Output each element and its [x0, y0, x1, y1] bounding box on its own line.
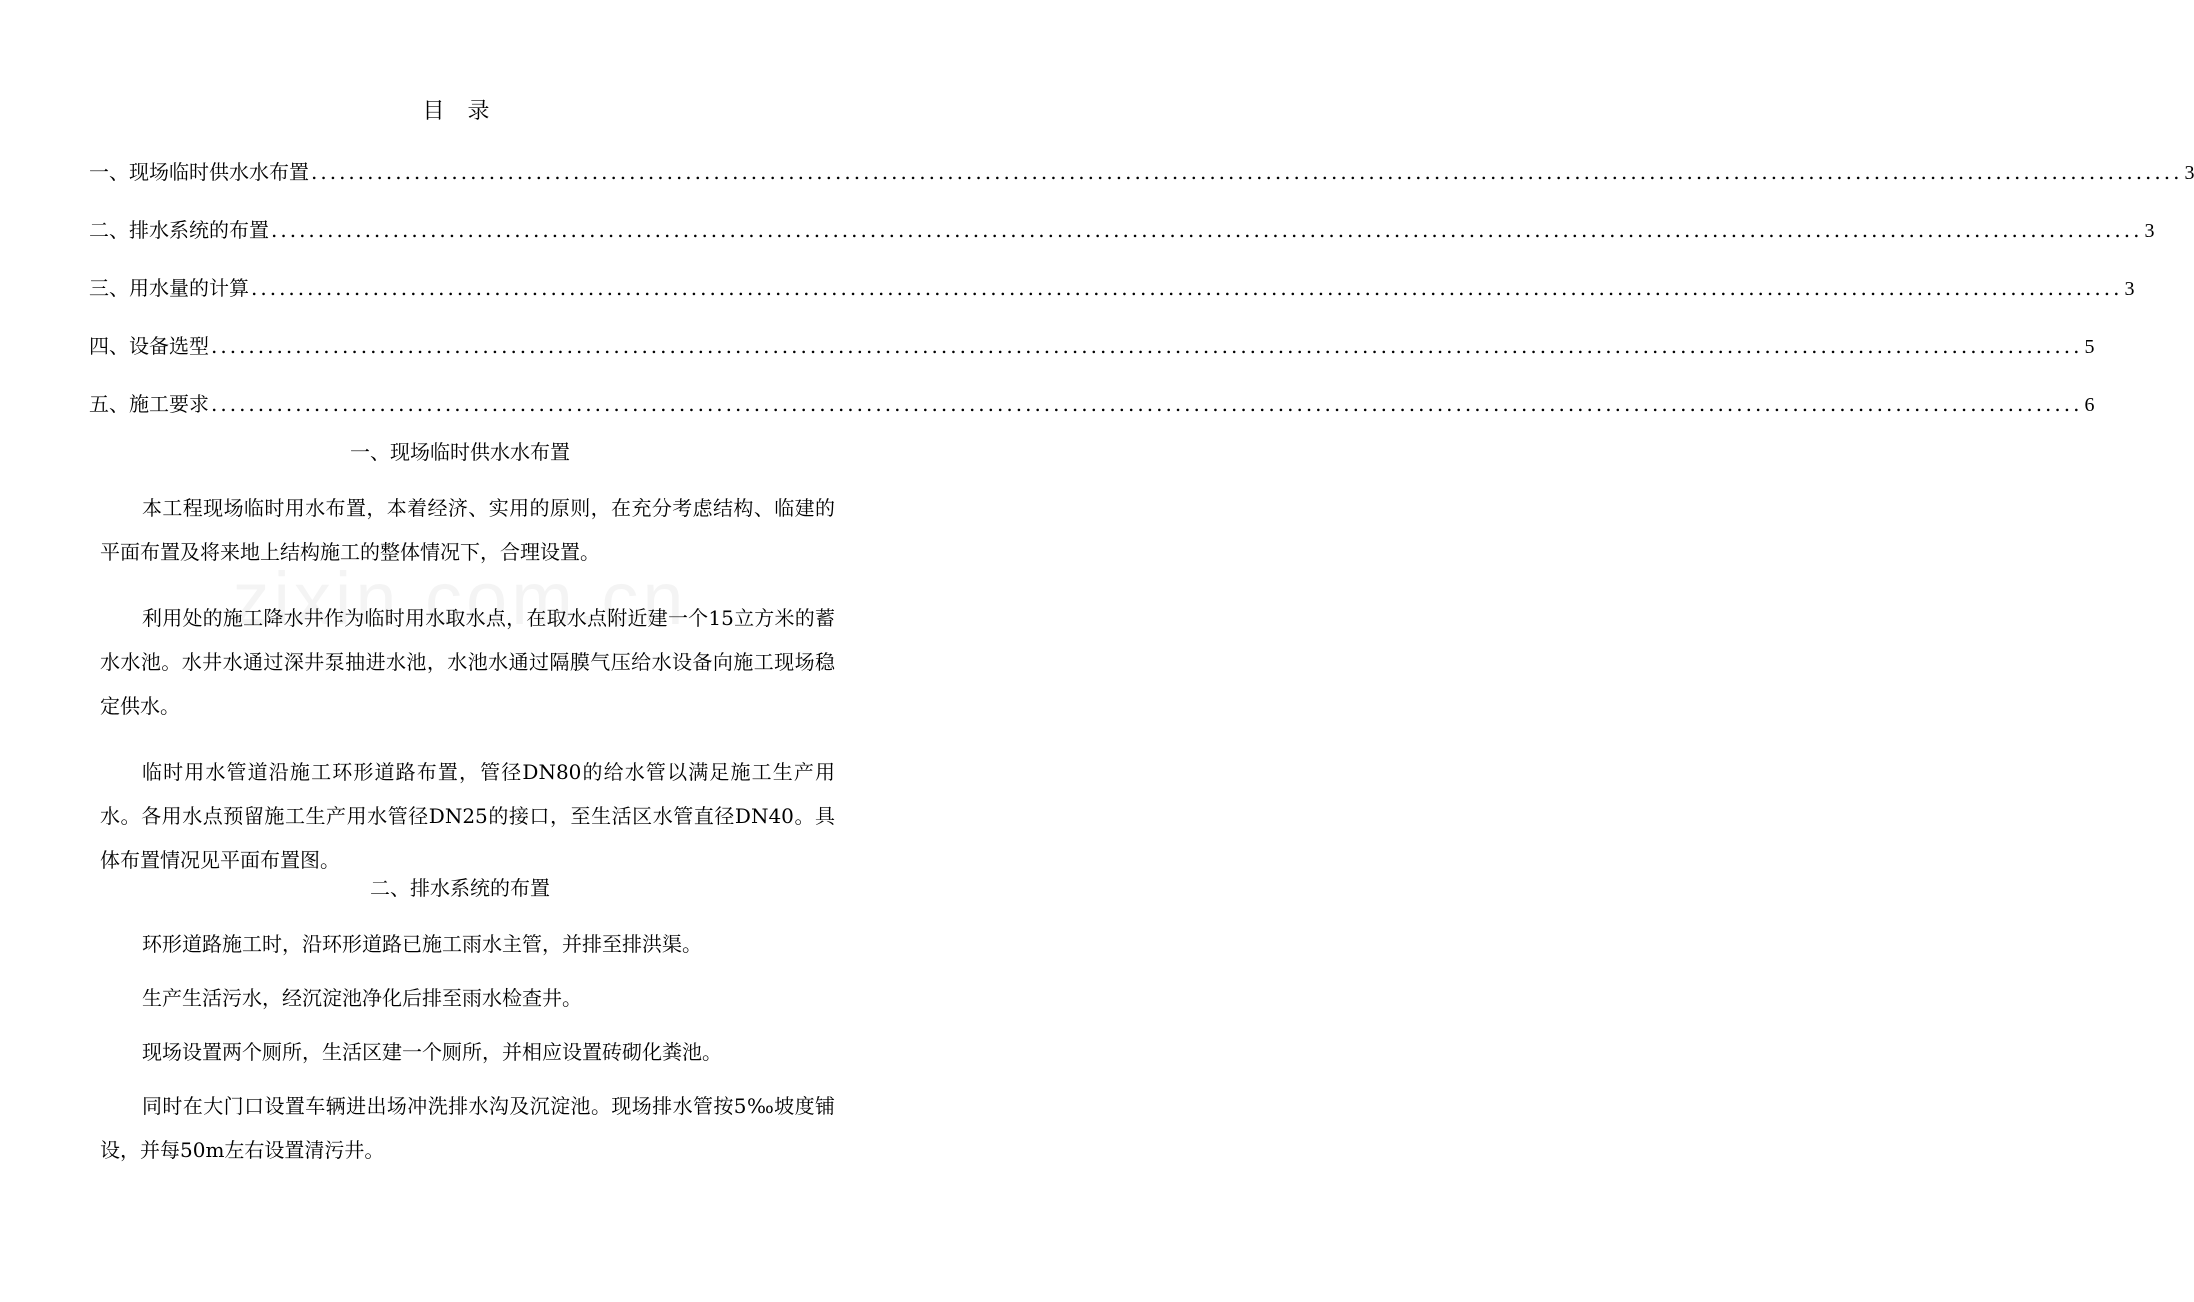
- body-paragraph: 本工程现场临时用水布置，本着经济、实用的原则，在充分考虑结构、临建的平面布置及将来地上结构施工的整体情况下，合理设置。: [100, 496, 835, 564]
- body-paragraph: 临时用水管道沿施工环形道路布置，管径DN80的给水管以满足施工生产用水。各用水点预留施工生产用水管径DN25的接口，至生活区水管直径DN40。具体布置情况见平面布置图。: [100, 760, 835, 872]
- toc-entry[interactable]: [89, 154, 2194, 212]
- toc-entry-page: 3: [2124, 278, 2135, 300]
- table-of-contents: [89, 154, 2194, 444]
- toc-entry-label: 三、用水量的计算: [89, 276, 249, 300]
- toc-entry-label: 一、现场临时供水水布置: [89, 160, 309, 184]
- body-paragraph: 同时在大门口设置车辆进出场冲洗排水沟及沉淀池。现场排水管按5‰坡度铺设，并每50m左右设置清污井。: [100, 1094, 835, 1162]
- toc-entry[interactable]: [89, 212, 2155, 270]
- toc-entry-page: 3: [2144, 220, 2155, 242]
- section-heading: 二、排水系统的布置: [370, 876, 550, 900]
- section-heading: 一、现场临时供水水布置: [350, 440, 570, 464]
- toc-entry-page: 3: [2184, 162, 2194, 184]
- body-paragraph: 利用处的施工降水井作为临时用水取水点，在取水点附近建一个15立方米的蓄水水池。水井水通过深井泵抽进水池，水池水通过隔膜气压给水设备向施工现场稳定供水。: [100, 606, 835, 718]
- body-paragraph: 生产生活污水，经沉淀池净化后排至雨水检查井。: [142, 986, 582, 1010]
- toc-entry-label: 二、排水系统的布置: [89, 218, 269, 242]
- body-paragraph: 环形道路施工时，沿环形道路已施工雨水主管，并排至排洪渠。: [142, 932, 702, 956]
- toc-entry-label: 四、设备选型: [89, 334, 209, 358]
- toc-entry-label: 五、施工要求: [89, 392, 209, 416]
- toc-entry-page: 5: [2084, 336, 2095, 358]
- toc-leader-dots: ........................................................................................................................................................................................................: [271, 218, 2143, 242]
- toc-leader-dots: ........................................................................................................................................................................................................: [211, 392, 2083, 416]
- toc-leader-dots: ........................................................................................................................................................................................................: [251, 276, 2123, 300]
- toc-entry-page: 6: [2084, 394, 2095, 416]
- toc-title: 目 录: [422, 99, 498, 124]
- toc-entry[interactable]: [89, 328, 2095, 386]
- toc-leader-dots: ........................................................................................................................................................................................................: [211, 334, 2083, 358]
- body-paragraph: 现场设置两个厕所，生活区建一个厕所，并相应设置砖砌化粪池。: [142, 1040, 722, 1064]
- toc-leader-dots: ........................................................................................................................................................................................................: [311, 160, 2183, 184]
- toc-entry[interactable]: [89, 270, 2135, 328]
